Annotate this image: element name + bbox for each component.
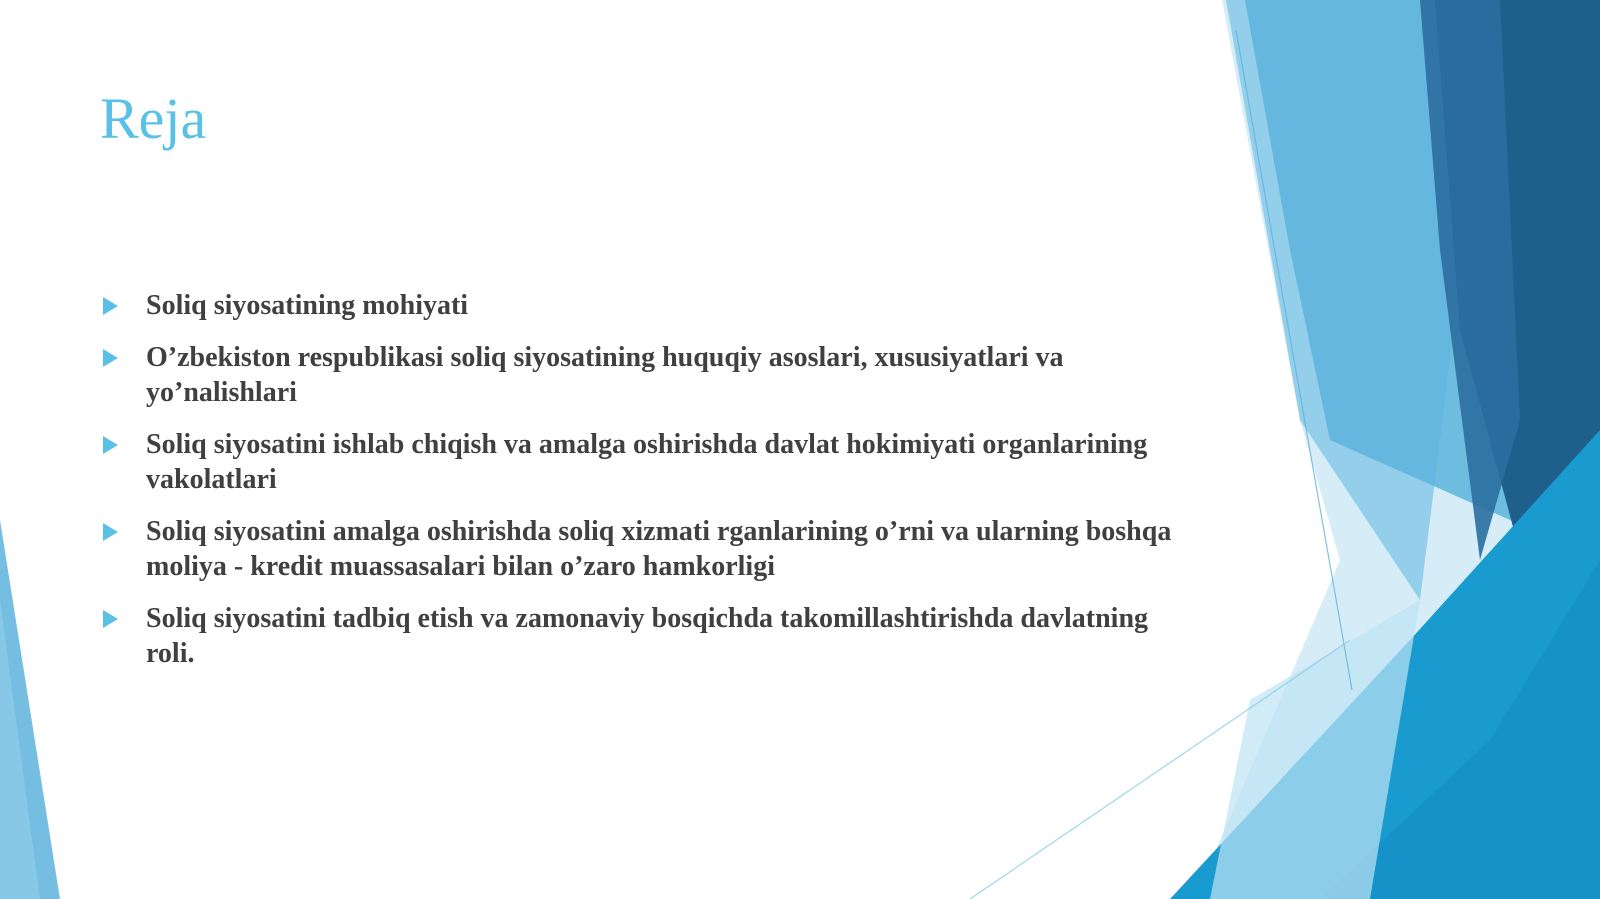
triangle-bullet-icon [103,297,118,315]
agenda-item-3 [100,427,1180,497]
agenda-item-2 [100,340,1180,410]
agenda-item-text: Soliq siyosatini ishlab chiqish va amalga oshirishda davlat hokimiyati organlarining vakolatlari [146,429,1148,495]
agenda-item-text: Soliq siyosatini tadbiq etish va zamonaviy bosqichda takomillashtirishda davlatning roli. [146,603,1149,669]
slide-title: Reja [100,86,207,151]
triangle-bullet-icon [103,349,118,367]
agenda-item-text: Soliq siyosatini amalga oshirishda soliq xizmati rganlarining o’rni va ularning boshqa moliya - kredit muassasalari bilan o’zaro hamkorligi [146,516,1172,582]
triangle-bullet-icon [103,523,118,541]
agenda-item-text: O’zbekiston respublikasi soliq siyosatining huquqiy asoslari, xususiyatlari va yo’nalishlari [146,342,1064,408]
agenda-list [100,288,1180,688]
triangle-bullet-icon [103,436,118,454]
agenda-item-1 [100,288,1180,323]
agenda-item-text: Soliq siyosatining mohiyati [146,290,469,321]
triangle-bullet-icon [103,610,118,628]
agenda-item-4 [100,514,1180,584]
agenda-item-5 [100,601,1180,671]
